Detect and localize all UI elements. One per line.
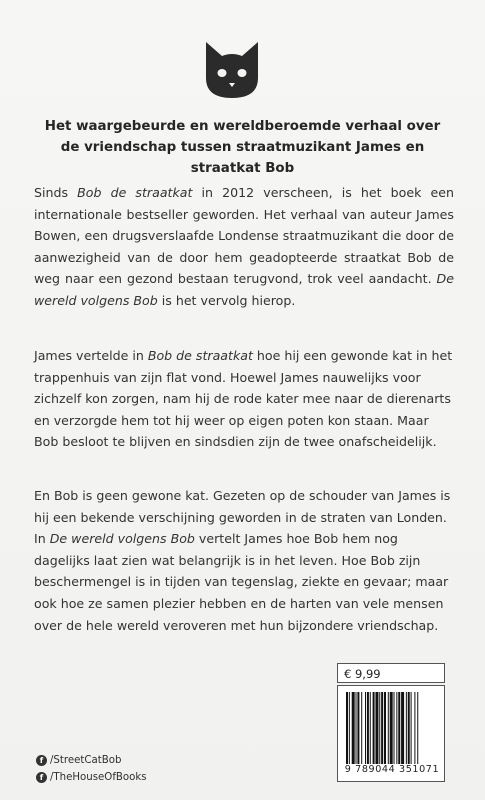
barcode-bar: [408, 692, 410, 764]
barcode-bar: [401, 692, 404, 764]
tagline: Het waargebeurde en wereldberoemde verhaal over de vriendschap tussen straatmuzikant James en straatkat Bob: [44, 119, 441, 176]
blurb-paragraph-3: En Bob is geen gewone kat. Gezeten op de schouder van James is hij een bekende verschijning geworden in de straten van Londen. In De wereld volgens Bob vertelt James hoe Bob hem nog dagelijks laat zien wat belangrijk is in het leven. Hoe Bob zijn beschermengel is in tijden van tegenslag, ziekte en gevaar; maar ook hoe ze samen plezier hebben en de harten van vele mensen over de hele wereld veroveren met hun bijzondere vriendschap.: [34, 488, 451, 633]
barcode-bar: [373, 692, 375, 764]
blurb-paragraph-1: Sinds Bob de straatkat in 2012 verscheen, is het boek een internationale bestseller geworden. Het verhaal van auteur James Bowen, een drugsverslaafde Londense straatmuzikant die door de aanwezigheid van de door hem geadopteerde straatkat Bob de weg naar een gezond bestaan terugvond, trok veel aandacht. De wereld volgens Bob is het vervolg hierop.: [34, 185, 454, 308]
barcode-bar: [398, 692, 400, 764]
barcode-bar: [388, 692, 389, 764]
barcode-bar: [365, 692, 366, 764]
social-link-streetcatbob[interactable]: [36, 755, 121, 766]
barcode-icon: [346, 692, 438, 764]
barcode-bar: [349, 692, 350, 764]
barcode-bar: [394, 692, 395, 764]
barcode-bar: [379, 692, 380, 764]
barcode-bar: [370, 692, 371, 764]
barcode-bar: [414, 692, 415, 764]
barcode-bar: [357, 692, 359, 764]
barcode-bar: [361, 692, 362, 764]
facebook-icon: f: [36, 755, 47, 766]
social-link-thehouseofbooks[interactable]: [36, 772, 147, 783]
barcode-bar: [396, 692, 397, 764]
barcode-bar: [352, 692, 355, 764]
social-label: /TheHouseOfBooks: [50, 772, 147, 783]
barcode-bar: [375, 692, 378, 764]
barcode-bar: [406, 692, 407, 764]
barcode-bar: [384, 692, 386, 764]
barcode-bar: [411, 692, 412, 764]
barcode-bar: [356, 692, 357, 764]
social-label: /StreetCatBob: [50, 755, 122, 766]
isbn-digits: 9 789044 351071: [344, 764, 440, 775]
blurb-paragraph-2: James vertelde in Bob de straatkat hoe hij een gewonde kat in het trappenhuis van zijn flat vond. Hoewel James nauwelijks voor zichzelf kon zorgen, nam hij de rode kater mee naar de dierenarts en verzorgde hem tot hij weer op eigen poten kon staan. Maar Bob besloot te blijven en sindsdien zijn de twee onafscheidelijk.: [34, 348, 453, 450]
barcode-bar: [381, 692, 383, 764]
barcode-bar: [367, 692, 369, 764]
barcode: [337, 685, 445, 782]
barcode-bar: [417, 692, 418, 764]
facebook-icon: f: [36, 772, 47, 783]
cat-head-icon: [202, 40, 262, 100]
barcode-bar: [390, 692, 393, 764]
barcode-bar: [346, 692, 348, 764]
price-label: € 9,99: [337, 663, 445, 683]
